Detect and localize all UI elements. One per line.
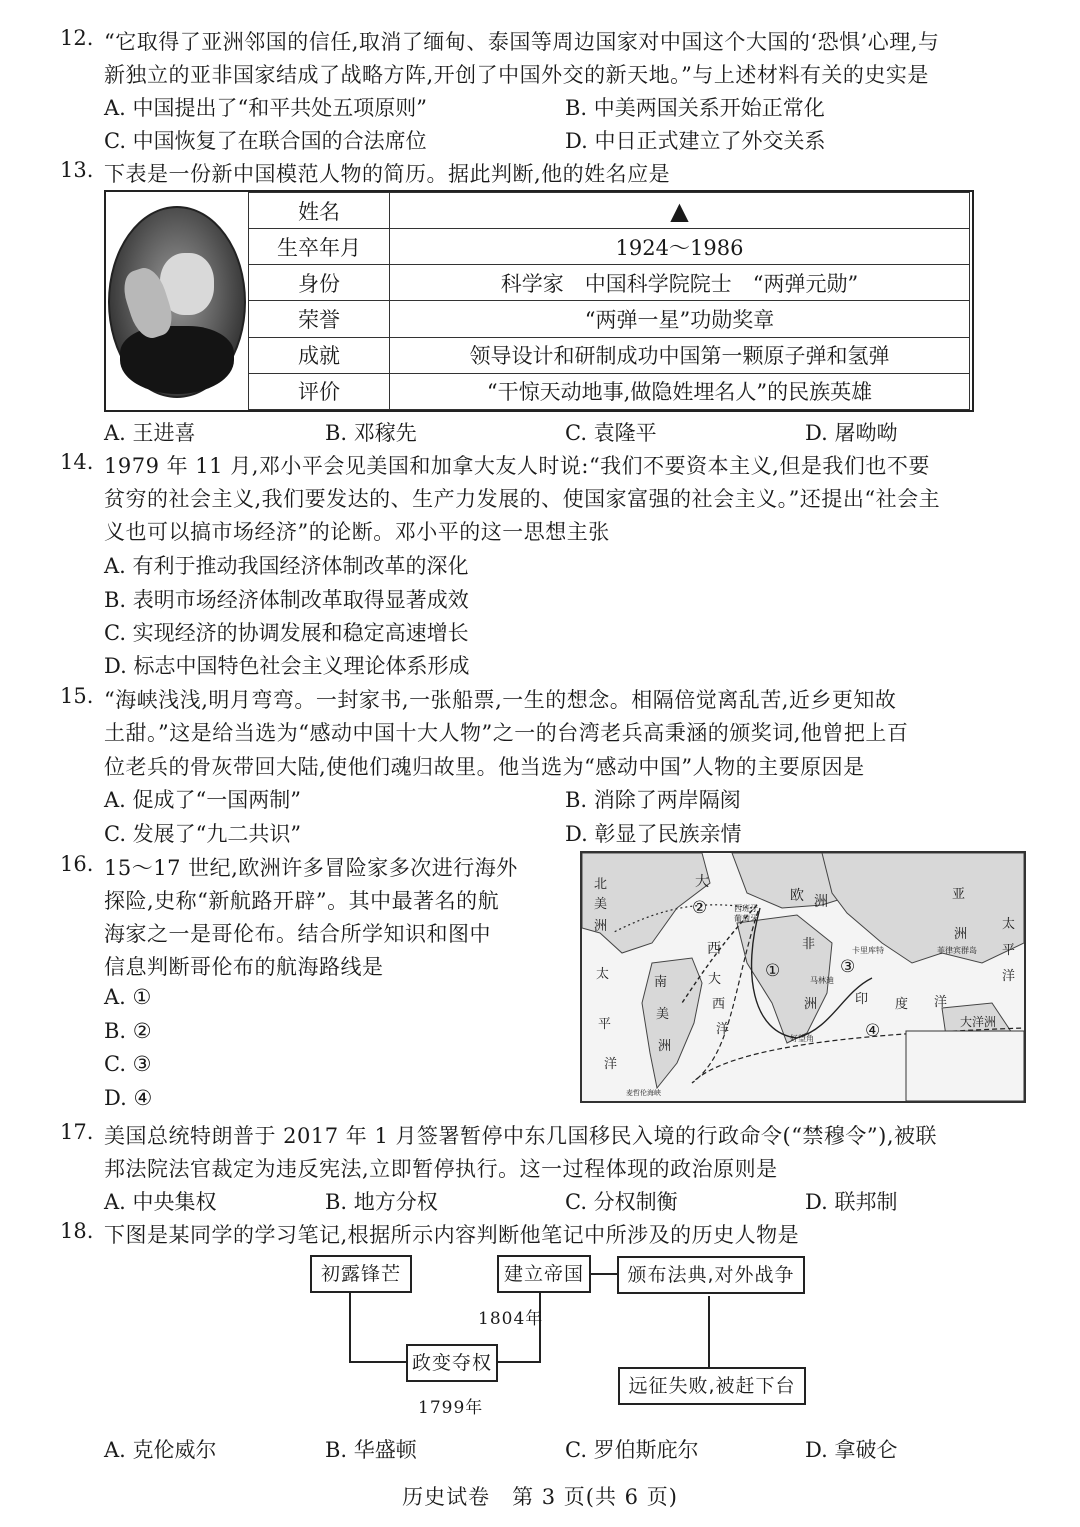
q17-stem-line: 邦法院法官裁定为违反宪法,立即暂停执行。这一过程体现的政治原则是 — [104, 1157, 778, 1181]
q13-option-c: C. 袁隆平 — [565, 421, 657, 445]
map-label: 平 — [598, 1017, 612, 1032]
table-value: 科学家 中国科学院院士 “两弹元勋” — [390, 265, 970, 301]
table-row — [249, 301, 970, 337]
map-label: 欧 — [790, 888, 804, 904]
q12-number: 12. — [60, 26, 94, 50]
resume-table — [248, 192, 970, 410]
q16-number: 16. — [60, 852, 94, 876]
map-label: 洋 — [716, 1022, 730, 1037]
table-key: 生卒年月 — [249, 229, 390, 265]
q18-option-a: A. 克伦威尔 — [104, 1438, 217, 1462]
route-4-marker: ④ — [865, 1021, 881, 1041]
map-label: 西 — [707, 941, 721, 957]
map-label: 洋 — [934, 995, 948, 1010]
q16-stem-line: 15～17 世纪,欧洲许多冒险家多次进行海外 — [104, 856, 518, 880]
map-label: 美 — [656, 1007, 670, 1022]
q16-stem-line: 海家之一是哥伦布。结合所学知识和图中 — [104, 922, 491, 946]
q14-stem-line: 义也可以搞市场经济”的论断。邓小平的这一思想主张 — [104, 520, 610, 544]
q16-stem-line: 信息判断哥伦布的航海路线是 — [104, 955, 384, 979]
q15-stem-line: 土甜。”这是给当选为“感动中国十大人物”之一的台湾老兵高秉涵的颁奖词,他曾把上百 — [104, 721, 909, 745]
note-box-debut: 初露锋芒 — [310, 1255, 412, 1293]
q13-number: 13. — [60, 158, 94, 182]
q16-option-d: D. ④ — [104, 1086, 153, 1110]
q14-stem-line: 贫穷的社会主义,我们要发达的、生产力发展的、使国家富强的社会主义。”还提出“社会主 — [104, 487, 941, 511]
map-place-label: 菲律宾群岛 — [937, 946, 977, 955]
page-footer: 历史试卷 第 3 页(共 6 页) — [402, 1485, 678, 1509]
q17-option-d: D. 联邦制 — [805, 1190, 898, 1214]
map-label: 北 — [594, 877, 608, 892]
q12-option-c: C. 中国恢复了在联合国的合法席位 — [104, 129, 427, 153]
table-key: 姓名 — [249, 193, 390, 229]
table-row — [249, 265, 970, 301]
q17-stem-line: 美国总统特朗普于 2017 年 1 月签署暂停中东几国移民入境的行政命令(“禁穆令”),被联 — [104, 1124, 938, 1148]
q13-stem: 下表是一份新中国模范人物的简历。据此判断,他的姓名应是 — [104, 162, 671, 186]
map-label: 美 — [594, 897, 608, 912]
q12-option-a: A. 中国提出了“和平共处五项原则” — [104, 96, 427, 120]
q18-option-c: C. 罗伯斯庇尔 — [565, 1438, 699, 1462]
q18-option-d: D. 拿破仑 — [805, 1438, 898, 1462]
table-key: 身份 — [249, 265, 390, 301]
q12-stem-line: “它取得了亚洲邻国的信任,取消了缅甸、泰国等周边国家对中国这个大国的‘恐惧’心理,与 — [104, 30, 940, 54]
q18-option-b: B. 华盛顿 — [325, 1438, 417, 1462]
scientist-portrait — [108, 206, 246, 398]
table-key: 评价 — [249, 373, 390, 409]
table-value: “两弹一星”功勋奖章 — [390, 301, 970, 337]
table-key: 荣誉 — [249, 301, 390, 337]
q15-stem-line: 位老兵的骨灰带回大陆,使他们魂归故里。他当选为“感动中国”人物的主要原因是 — [104, 755, 865, 779]
q15-option-a: A. 促成了“一国两制” — [104, 788, 301, 812]
q14-number: 14. — [60, 450, 94, 474]
q15-option-d: D. 彰显了民族亲情 — [565, 822, 742, 846]
table-key: 成就 — [249, 337, 390, 373]
q14-option-a: A. 有利于推动我国经济体制改革的深化 — [104, 554, 469, 578]
map-place-label: 麦哲伦海峡 — [626, 1089, 661, 1097]
resume-card — [104, 190, 974, 412]
note-box-defeat: 远征失败,被赶下台 — [618, 1367, 806, 1405]
q13-option-b: B. 邓稼先 — [325, 421, 417, 445]
map-label: 洋 — [1002, 969, 1016, 984]
map-place-label: 卡里库特 — [852, 946, 884, 955]
q17-option-a: A. 中央集权 — [104, 1190, 217, 1214]
map-place-label: 马林迪 — [810, 976, 834, 985]
map-label: 洋 — [604, 1057, 618, 1072]
q17-number: 17. — [60, 1120, 94, 1144]
map-label: 洲 — [804, 997, 818, 1012]
q15-number: 15. — [60, 684, 94, 708]
note-box-empire: 建立帝国 — [497, 1255, 591, 1293]
note-year-1799: 1799年 — [418, 1398, 484, 1418]
note-year-1804: 1804年 — [478, 1309, 544, 1329]
map-label: 非 — [802, 937, 816, 952]
q14-option-c: C. 实现经济的协调发展和稳定高速增长 — [104, 621, 469, 645]
q13-option-d: D. 屠呦呦 — [805, 421, 898, 445]
map-label: 太 — [596, 967, 610, 982]
table-row — [249, 337, 970, 373]
table-value: ▲ — [390, 193, 970, 229]
table-value: “干惊天动地事,做隐姓埋名人”的民族英雄 — [390, 373, 970, 409]
map-label: 南 — [654, 975, 668, 990]
map-label: 大洋洲 — [960, 1015, 997, 1029]
map-label: 太 — [1002, 917, 1016, 932]
q18-number: 18. — [60, 1219, 94, 1243]
map-label: 亚 — [952, 887, 966, 902]
q16-option-b: B. ② — [104, 1019, 152, 1043]
q12-option-d: D. 中日正式建立了外交关系 — [565, 129, 826, 153]
q14-option-d: D. 标志中国特色社会主义理论体系形成 — [104, 654, 470, 678]
voyage-map — [580, 851, 1026, 1103]
q14-stem-line: 1979 年 11 月,邓小平会见美国和加拿大友人时说:“我们不要资本主义,但是我们也不要 — [104, 454, 930, 478]
map-place-label: 葡萄牙 — [734, 914, 758, 923]
q12-option-b: B. 中美两国关系开始正常化 — [565, 96, 825, 120]
note-box-coup: 政变夺权 — [406, 1344, 498, 1382]
table-row — [249, 373, 970, 409]
q15-stem-line: “海峡浅浅,明月弯弯。一封家书,一张船票,一生的想念。相隔倍觉离乱苦,近乡更知故 — [104, 688, 897, 712]
q12-stem-line: 新独立的亚非国家结成了战略方阵,开创了中国外交的新天地。”与上述材料有关的史实是 — [104, 63, 929, 87]
map-label: 洲 — [594, 919, 608, 934]
q14-option-b: B. 表明市场经济体制改革取得显著成效 — [104, 588, 469, 612]
q16-option-a: A. ① — [104, 985, 152, 1009]
q16-option-c: C. ③ — [104, 1052, 152, 1076]
map-label: 平 — [1002, 943, 1016, 958]
route-1-marker: ① — [765, 961, 781, 981]
map-label: 大 — [708, 972, 722, 987]
q18-stem: 下图是某同学的学习笔记,根据所示内容判断他笔记中所涉及的历史人物是 — [104, 1223, 800, 1247]
q15-option-b: B. 消除了两岸隔阂 — [565, 788, 741, 812]
note-box-code-war: 颁布法典,对外战争 — [617, 1256, 805, 1294]
table-row — [249, 229, 970, 265]
table-row — [249, 193, 970, 229]
map-label: 大 — [695, 874, 709, 890]
map-place-label: 好望角 — [790, 1034, 814, 1043]
q13-option-a: A. 王进喜 — [104, 421, 196, 445]
table-value: 1924～1986 — [390, 229, 970, 265]
map-label: 印 — [855, 992, 869, 1007]
map-label: 洲 — [658, 1039, 672, 1054]
table-value: 领导设计和研制成功中国第一颗原子弹和氢弹 — [390, 337, 970, 373]
route-3-marker: ③ — [840, 957, 856, 977]
map-label: 洲 — [814, 894, 828, 910]
q15-option-c: C. 发展了“九二共识” — [104, 822, 302, 846]
route-2-marker: ② — [692, 898, 708, 918]
q17-option-b: B. 地方分权 — [325, 1190, 438, 1214]
map-place-label: 西班牙 — [734, 904, 758, 913]
map-label: 洲 — [954, 927, 968, 942]
map-label: 度 — [895, 997, 909, 1012]
q16-stem-line: 探险,史称“新航路开辟”。其中最著名的航 — [104, 889, 500, 913]
q17-option-c: C. 分权制衡 — [565, 1190, 678, 1214]
map-label: 西 — [712, 997, 726, 1012]
